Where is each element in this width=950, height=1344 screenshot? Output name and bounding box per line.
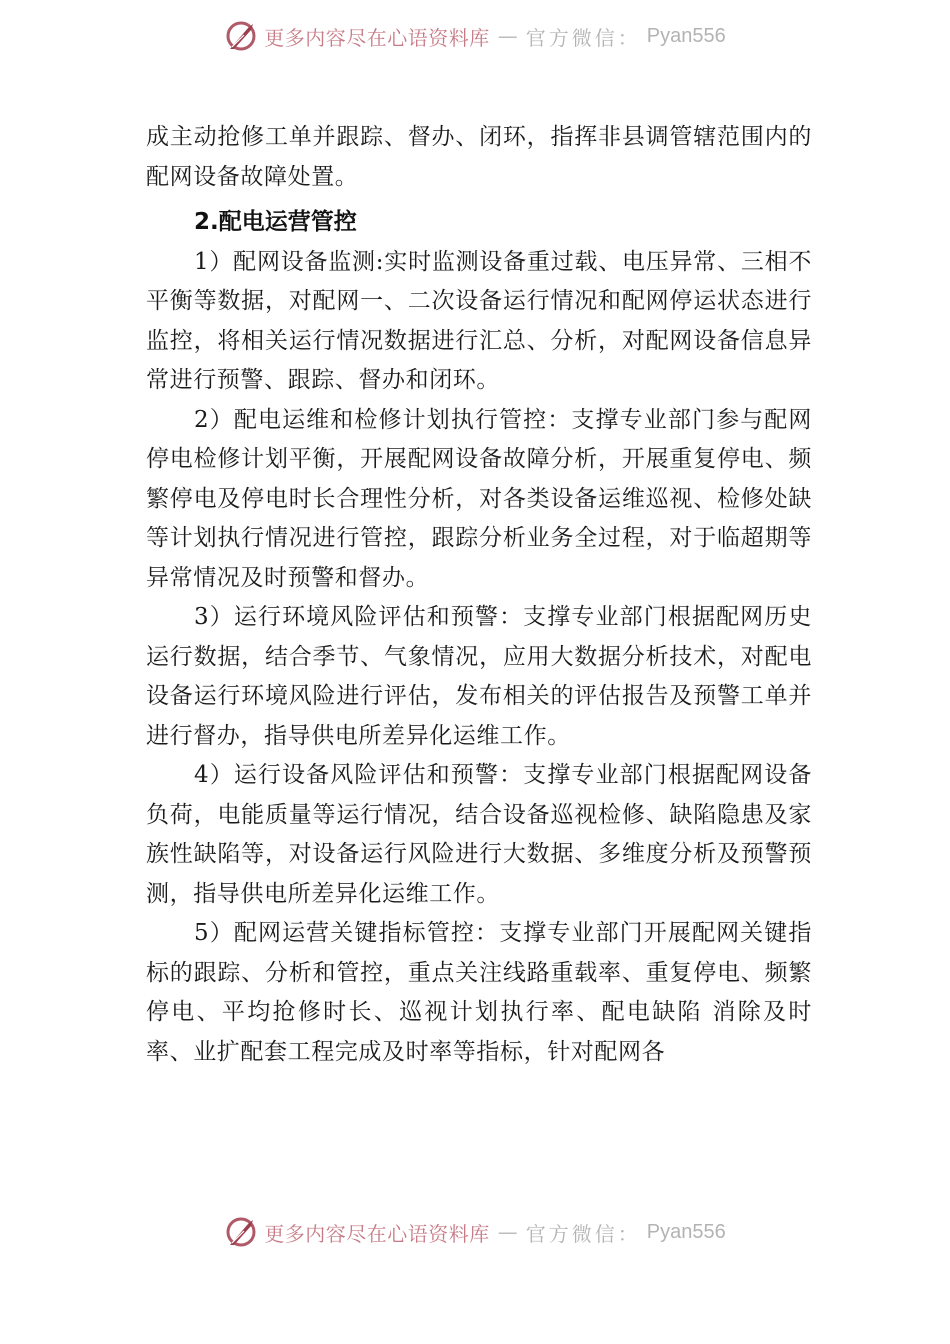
item-paragraph-2: 2）配电运维和检修计划执行管控：支撑专业部门参与配网停电检修计划平衡，开展配网设备故障分析，开展重复停电、频繁停电及停电时长合理性分析，对各类设备运维巡视、检修处缺等计划执行情况进行管控，跟踪分析业务全过程，对于临超期等异常情况及时预警和督办。 xyxy=(146,406,812,591)
header-brand-text: 更多内容尽在心语资料库 xyxy=(264,25,490,50)
footer-brand-text: 更多内容尽在心语资料库 xyxy=(264,1221,490,1246)
footer-wechat-id: Pyan556 xyxy=(646,1220,726,1243)
section-heading: 2.配电运营管控 xyxy=(194,209,357,235)
item-paragraph-5: 5）配网运营关键指标管控：支撑专业部门开展配网关键指标的跟踪、分析和管控，重点关注线路重载率、重复停电、频繁停电、平均抢修时长、巡视计划执行率、配电缺陷 消除及时率、业扩配套工程完成及时率等指标，针对配网各 xyxy=(146,920,812,1065)
item-paragraph-4: 4）运行设备风险评估和预警：支撑专业部门根据配网设备负荷，电能质量等运行情况，结合设备巡视检修、缺陷隐患及家族性缺陷等，对设备运行风险进行大数据、多维度分析及预警预测，指导供电所差异化运维工作。 xyxy=(146,762,812,907)
header-banner-inner xyxy=(224,19,725,53)
header-wechat-label: 官方微信： xyxy=(525,25,641,50)
footer-banner xyxy=(0,1210,950,1254)
item-paragraph-3: 3）运行环境风险评估和预警：支撑专业部门根据配网历史运行数据，结合季节、气象情况，应用大数据分析技术，对配电设备运行环境风险进行评估，发布相关的评估报告及预警工单并进行督办，指导供电所差异化运维工作。 xyxy=(146,604,812,749)
quill-logo-icon xyxy=(224,19,258,53)
intro-paragraph: 成主动抢修工单并跟踪、督办、闭环，指挥非县调管辖范围内的配网设备故障处置。 xyxy=(146,124,812,190)
footer-wechat-label: 官方微信： xyxy=(525,1221,641,1246)
header-separator: — xyxy=(497,24,518,48)
header-wechat-id: Pyan556 xyxy=(646,24,726,47)
quill-logo-icon xyxy=(224,1215,258,1249)
footer-banner-inner xyxy=(224,1215,725,1249)
footer-separator: — xyxy=(497,1220,518,1244)
item-paragraph-1: 1）配网设备监测:实时监测设备重过载、电压异常、三相不平衡等数据，对配网一、二次设备运行情况和配网停运状态进行监控，将相关运行情况数据进行汇总、分析，对配网设备信息异常进行预警、跟踪、督办和闭环。 xyxy=(146,248,812,393)
document-body xyxy=(146,118,812,1072)
header-banner xyxy=(0,14,950,58)
